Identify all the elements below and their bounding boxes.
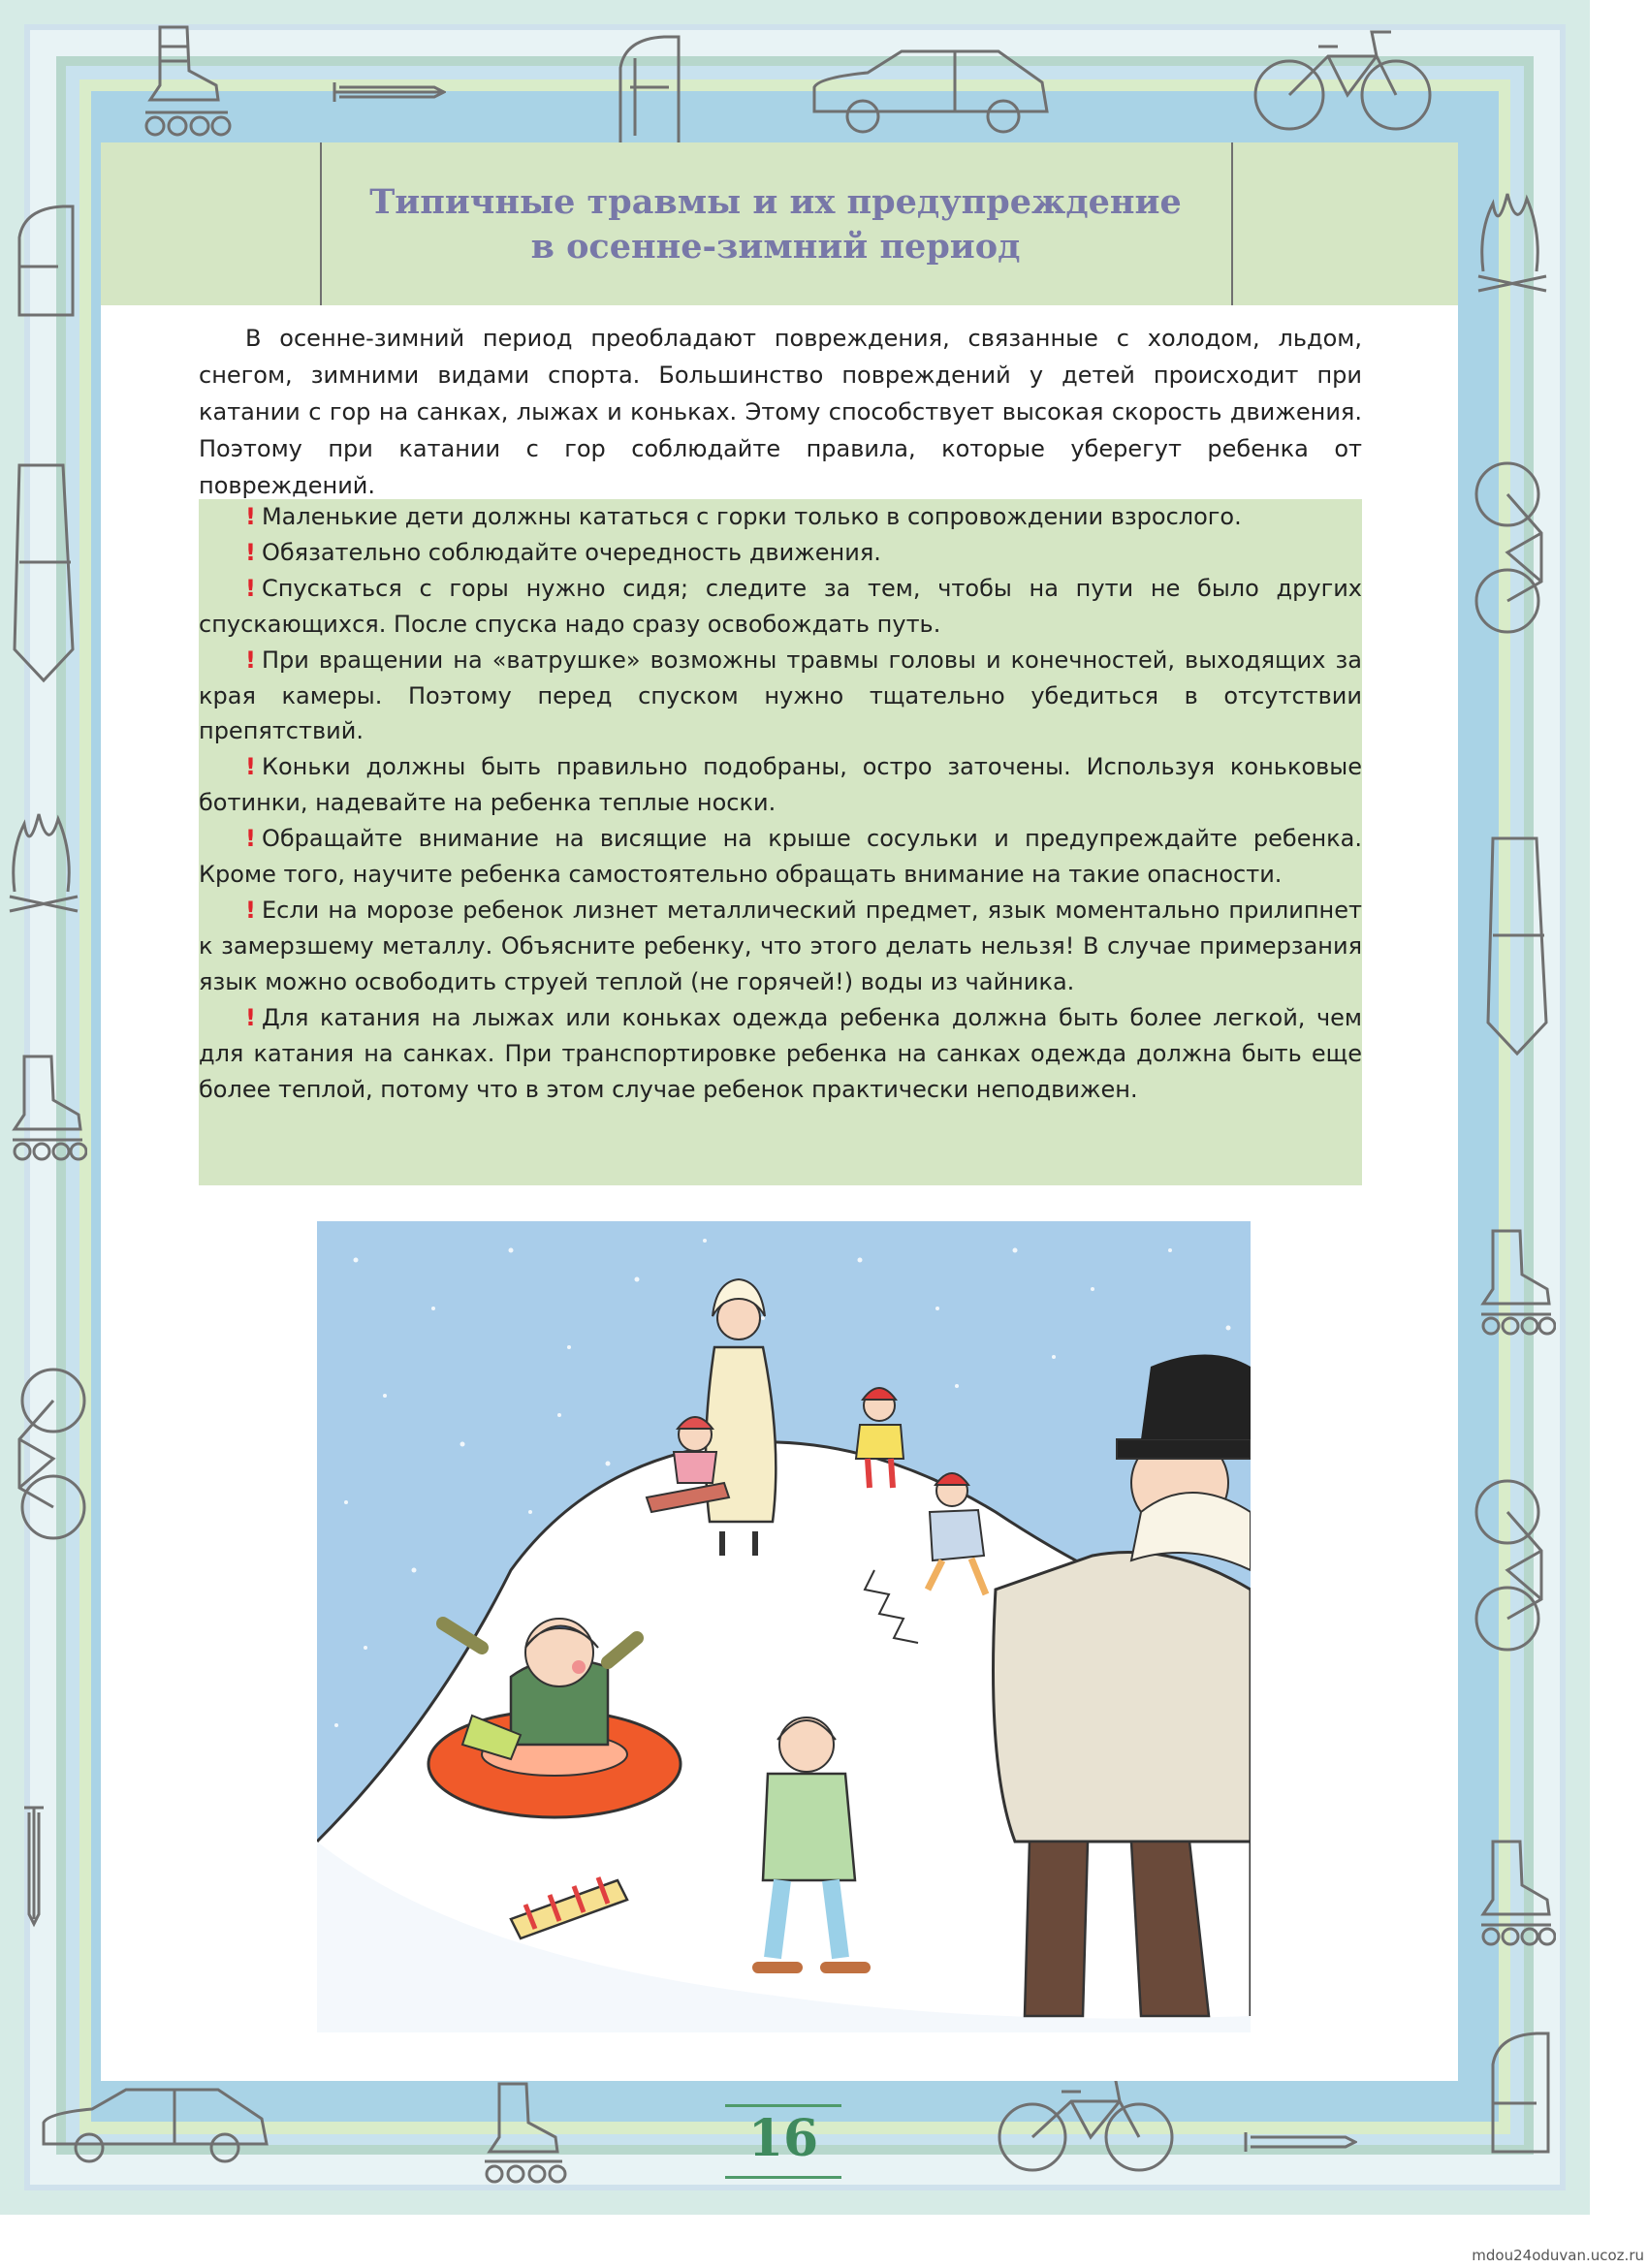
rule-text: Обязательно соблюдайте очередность движения. xyxy=(261,538,881,566)
rule-item xyxy=(199,893,1362,1000)
nail-icon xyxy=(19,1803,48,1929)
rule-item xyxy=(199,643,1362,750)
rule-text: Коньки должны быть правильно подобраны, остро заточены. Используя коньковые ботинки, надевайте на ребенка теплые носки. xyxy=(199,753,1362,817)
title-rule-right xyxy=(1231,142,1233,305)
exclamation-icon: ! xyxy=(245,503,256,530)
exclamation-icon: ! xyxy=(245,753,256,781)
exclamation-icon: ! xyxy=(245,825,256,853)
bicycle-icon xyxy=(994,2064,1178,2176)
rule-item xyxy=(199,1000,1362,1108)
nail-icon xyxy=(1241,2127,1357,2157)
winter-sledding-illustration xyxy=(317,1221,1251,2032)
car-icon xyxy=(39,2084,271,2166)
car-icon xyxy=(5,456,78,688)
page-number-rule-top xyxy=(725,2104,841,2107)
rule-text: Маленькие дети должны кататься с горки только в сопровождении взрослого. xyxy=(261,503,1242,530)
page-title xyxy=(320,180,1231,269)
bicycle-icon xyxy=(1469,456,1551,640)
iron-icon xyxy=(606,29,693,155)
iron-icon xyxy=(1478,2026,1561,2161)
rules-list xyxy=(199,499,1362,1107)
inline-skate-icon xyxy=(131,17,238,139)
fire-icon xyxy=(1474,174,1551,300)
exclamation-icon: ! xyxy=(245,538,256,566)
rule-item xyxy=(199,535,1362,571)
fire-icon xyxy=(5,795,82,921)
bicycle-icon xyxy=(1469,1473,1551,1657)
intro-paragraph xyxy=(199,320,1362,504)
page-title-line-1: Типичные травмы и их предупреждение xyxy=(369,182,1182,222)
nail-icon xyxy=(330,78,446,107)
exclamation-icon: ! xyxy=(245,1003,256,1031)
iron-icon xyxy=(5,199,82,325)
page-title-line-2: в осенне-зимний период xyxy=(530,227,1021,267)
rule-item xyxy=(199,499,1362,535)
rule-item xyxy=(199,821,1362,893)
inline-skate-icon xyxy=(5,1047,87,1163)
page-number-rule-bottom xyxy=(725,2176,841,2179)
rule-text: Обращайте внимание на висящие на крыше сосульки и предупреждайте ребенка. Кроме того, научите ребенка самостоятельно обращать внимание на такие опасности. xyxy=(199,825,1362,889)
car-icon xyxy=(809,44,1052,136)
rule-item xyxy=(199,571,1362,643)
rule-text: Если на морозе ребенок лизнет металлический предмет, язык моментально прилипнет к замерзшему металлу. Объясните ребенку, что этого делать нельзя! В случае примерзания язык можно освободить струей теплой (не горячей!) воды из чайника. xyxy=(199,896,1362,995)
page-number: 16 xyxy=(747,2109,819,2168)
bicycle-icon xyxy=(10,1362,87,1546)
inline-skate-icon xyxy=(1474,1832,1556,1948)
rule-text: При вращении на «ватрушке» возможны травмы головы и конечностей, выходящих за края камеры. Поэтому перед спуском нужно тщательно убедиться в отсутствии препятствий. xyxy=(199,646,1362,745)
rule-text: Для катания на лыжах или коньках одежда ребенка должна быть более легкой, чем для катания на санках. При транспортировке ребенка на санках одежда должна быть еще более теплой, потому что в этом случае ребенок практически неподвижен. xyxy=(199,1003,1362,1103)
inline-skate-icon xyxy=(475,2074,567,2186)
watermark: mdou24oduvan.ucoz.ru xyxy=(1472,2247,1644,2264)
inline-skate-icon xyxy=(1474,1221,1556,1338)
intro-text: В осенне-зимний период преобладают повреждения, связанные с холодом, льдом, снегом, зимними видами спорта. Большинство повреждений у детей происходит при катании с гор на санках, лыжах и коньках. Этому способствует высокая скорость движения. Поэтому при катании с гор соблюдайте правила, которые уберегут ребенка от повреждений. xyxy=(199,325,1362,499)
exclamation-icon: ! xyxy=(245,896,256,924)
rule-item xyxy=(199,749,1362,821)
bicycle-icon xyxy=(1251,17,1435,134)
exclamation-icon: ! xyxy=(245,574,256,602)
rule-text: Спускаться с горы нужно сидя; следите за тем, чтобы на пути не было других спускающихся. После спуска надо сразу освобождать путь. xyxy=(199,574,1362,638)
exclamation-icon: ! xyxy=(245,646,256,674)
car-icon xyxy=(1478,829,1551,1061)
